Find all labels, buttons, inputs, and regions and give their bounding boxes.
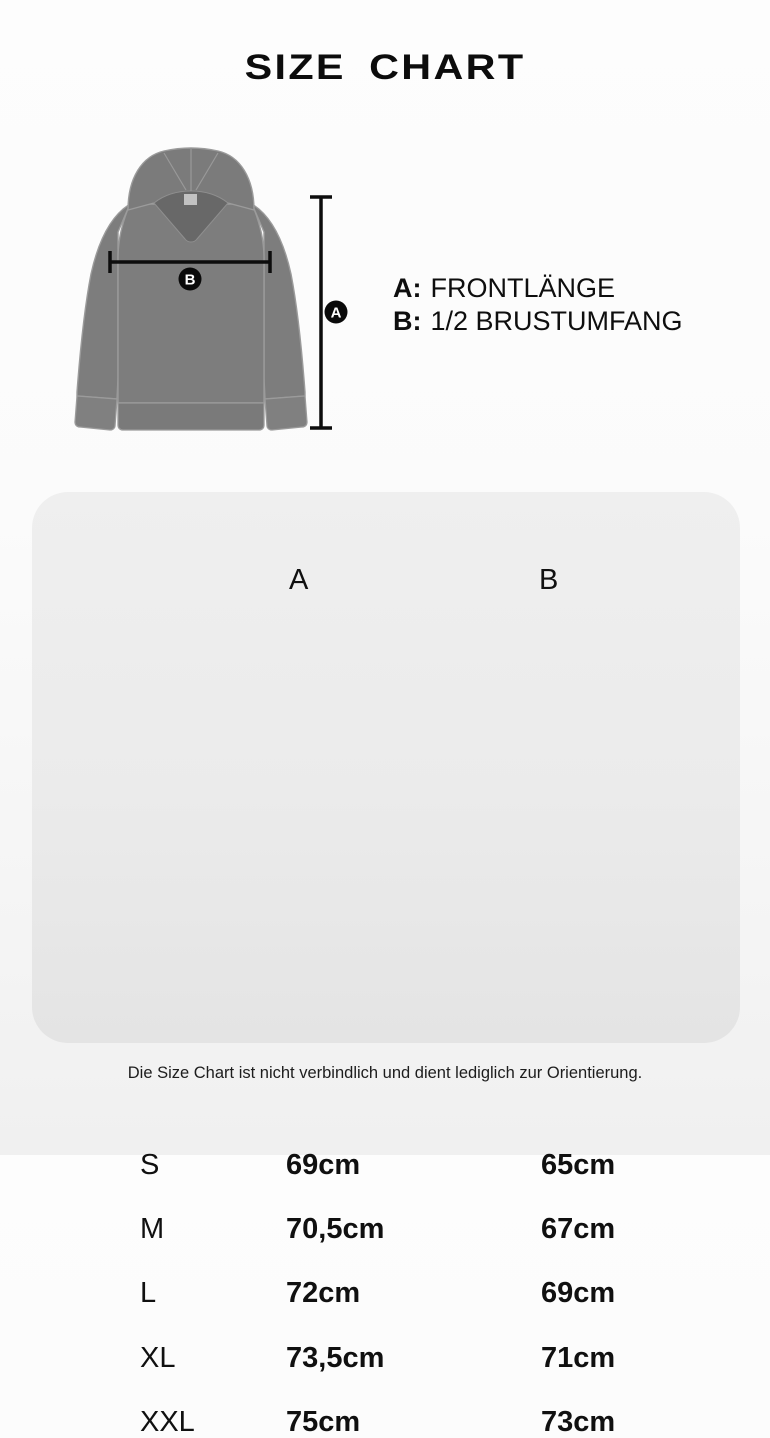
size-label: XXL — [140, 1406, 195, 1438]
size-table-header — [32, 564, 740, 596]
value-a: 69cm — [286, 1149, 361, 1181]
value-a: 75cm — [286, 1406, 361, 1438]
legend-row-a — [393, 272, 683, 305]
badge-b-letter: B — [184, 271, 196, 289]
legend-key-a: A: — [393, 273, 422, 303]
column-header-b: B — [539, 564, 559, 596]
value-b: 67cm — [541, 1213, 616, 1245]
value-b: 71cm — [541, 1342, 616, 1374]
legend-label-b: 1/2 BRUSTUMFANG — [430, 306, 683, 336]
badge-a — [325, 301, 348, 324]
table-row-l — [32, 1277, 740, 1309]
hoodie-hem-band — [118, 403, 264, 430]
badge-b — [179, 268, 202, 291]
hoodie-left-cuff — [75, 396, 117, 430]
measurement-legend — [393, 272, 683, 338]
legend-label-a: FRONTLÄNGE — [430, 273, 616, 303]
value-b: 69cm — [541, 1277, 616, 1309]
table-row-m — [32, 1213, 740, 1245]
hoodie-measurement-diagram — [60, 140, 360, 445]
value-a: 70,5cm — [286, 1213, 385, 1245]
size-label: XL — [140, 1342, 176, 1374]
size-label: L — [140, 1277, 157, 1309]
value-b: 73cm — [541, 1406, 616, 1438]
size-label: M — [140, 1213, 165, 1245]
badge-a-letter: A — [330, 304, 342, 322]
table-row-xxl — [32, 1406, 740, 1438]
hoodie-neck-label — [184, 194, 197, 205]
disclaimer-text: Die Size Chart ist nicht verbindlich und dient lediglich zur Orientierung. — [127, 1064, 643, 1082]
table-row-s — [32, 1149, 740, 1181]
value-b: 65cm — [541, 1149, 616, 1181]
value-a: 73,5cm — [286, 1342, 385, 1374]
legend-row-b — [393, 305, 683, 338]
size-label: S — [140, 1149, 160, 1181]
table-row-xl — [32, 1342, 740, 1374]
value-a: 72cm — [286, 1277, 361, 1309]
page-title: SIZE CHART — [244, 48, 526, 87]
hoodie-right-cuff — [265, 396, 307, 430]
column-header-a: A — [289, 564, 309, 596]
legend-key-b: B: — [393, 306, 422, 336]
